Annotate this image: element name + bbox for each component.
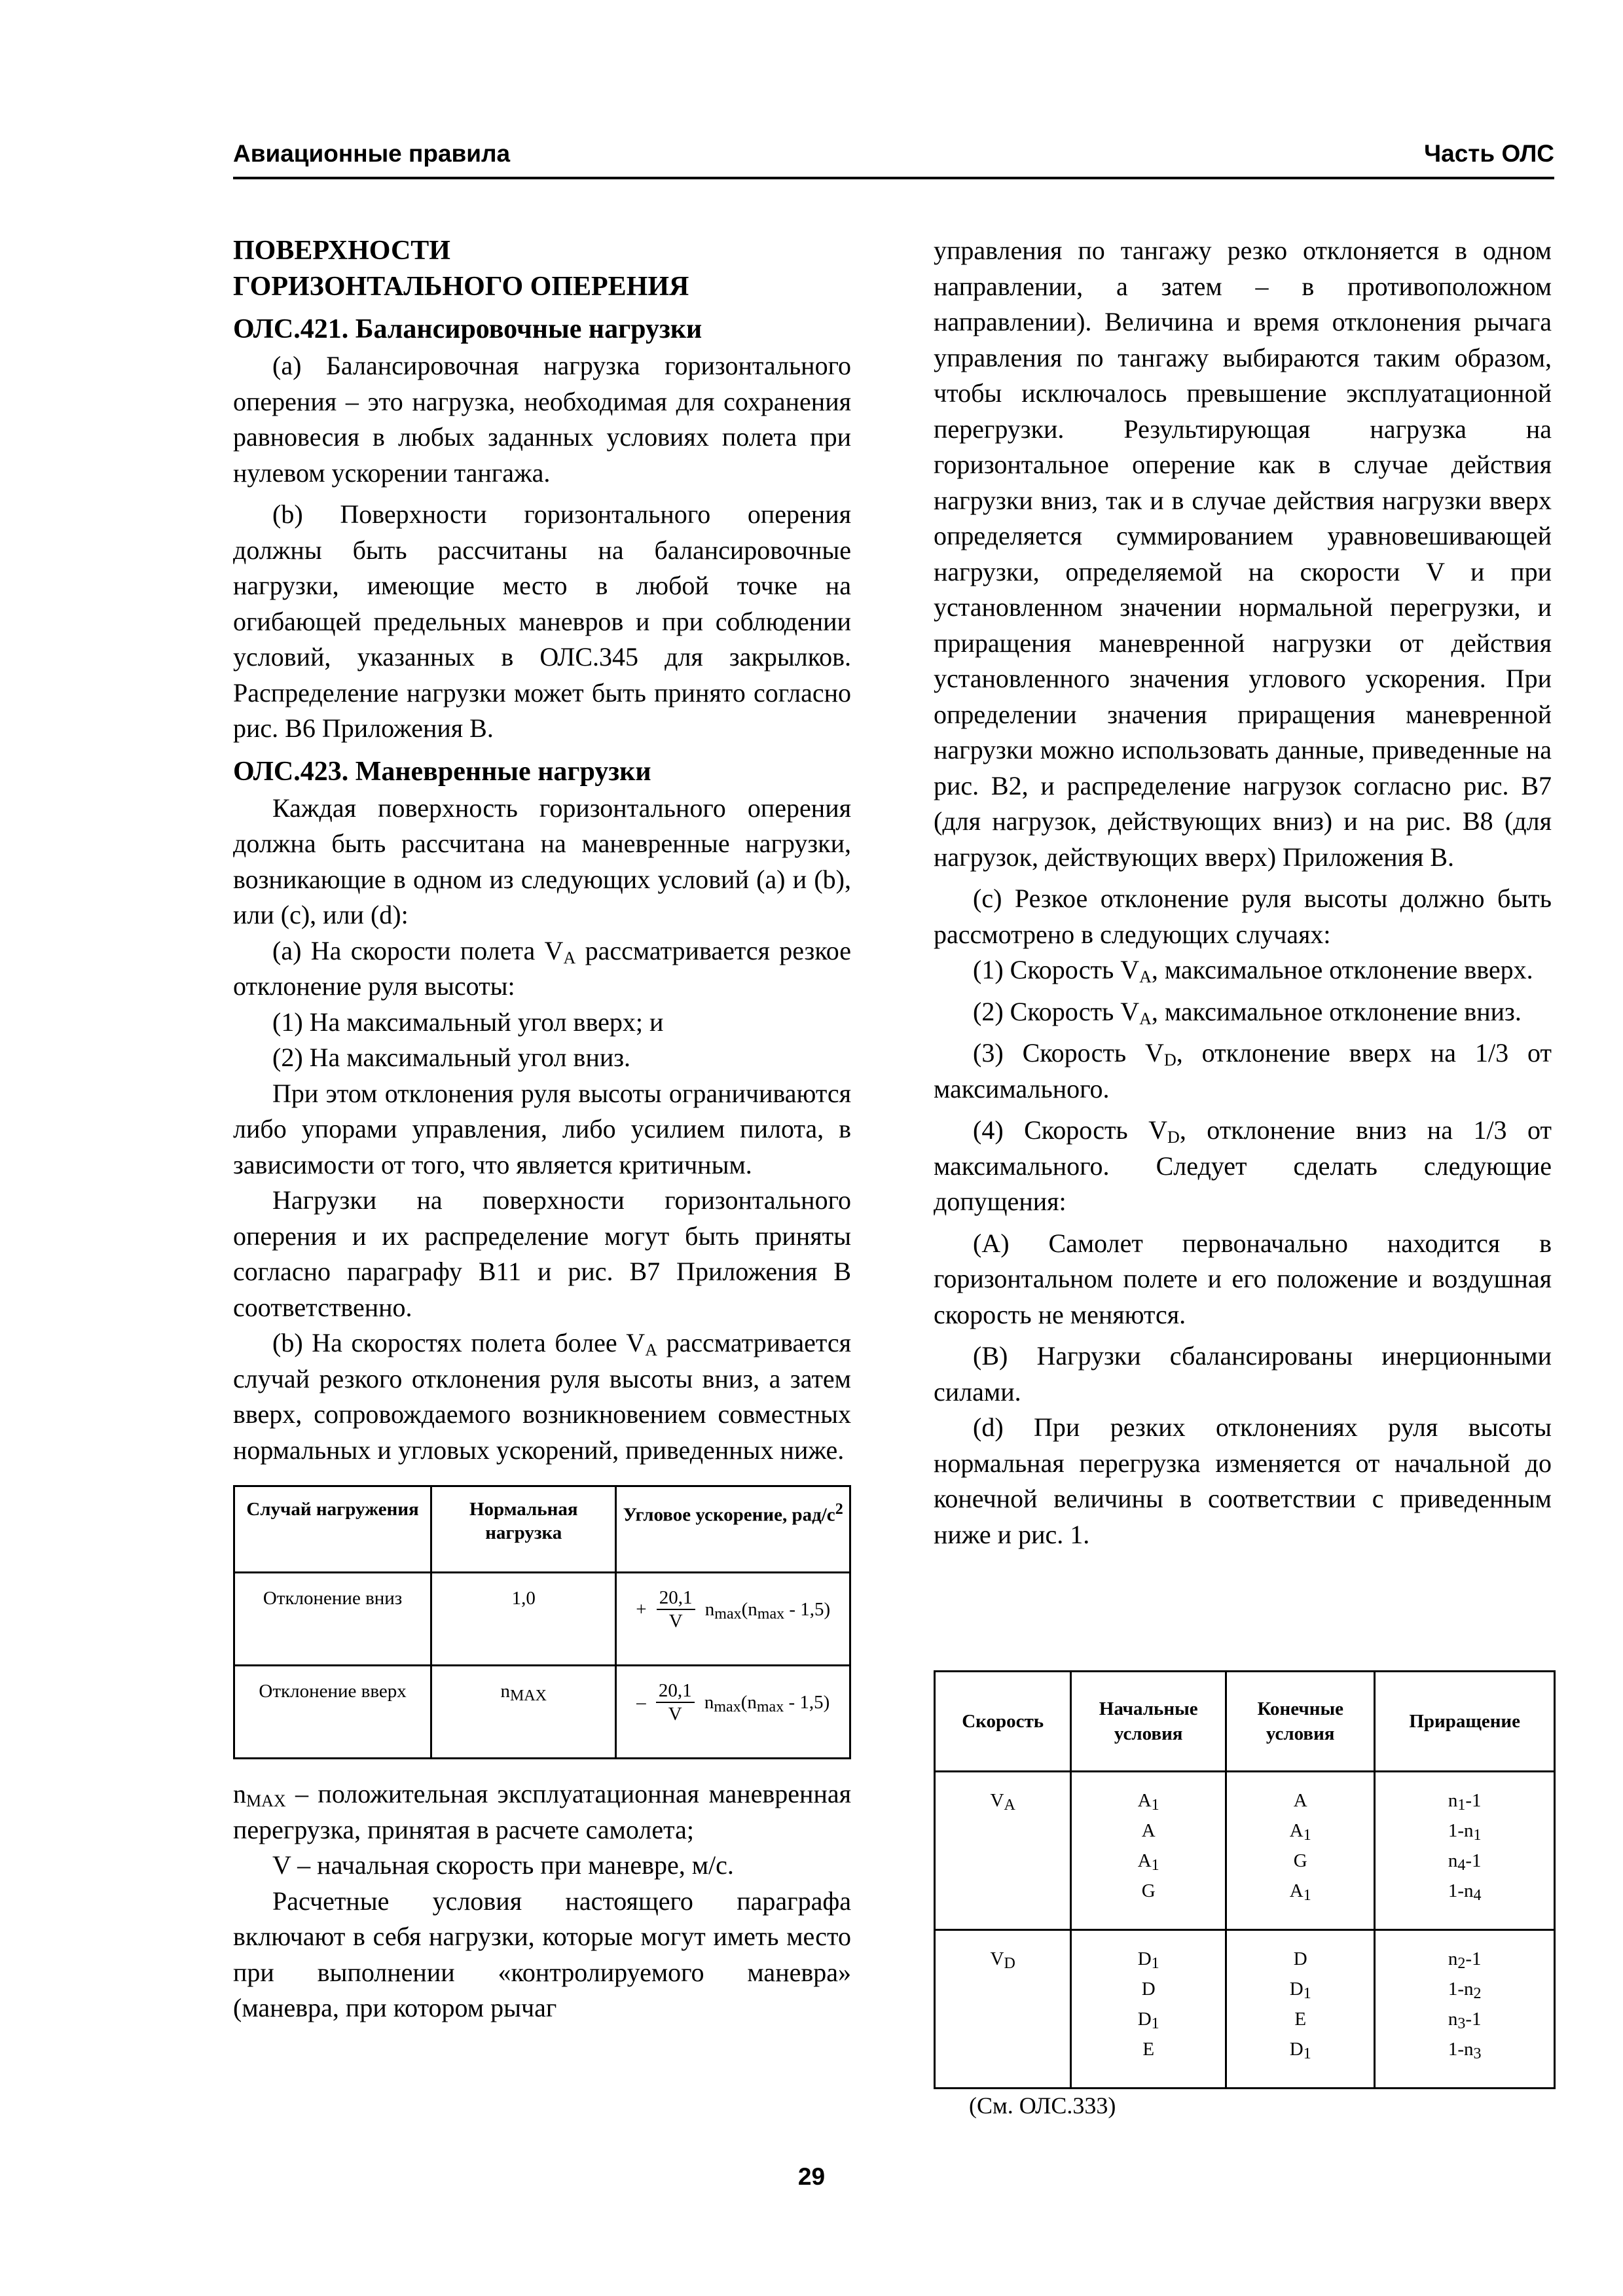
table-row: Отклонение вниз 1,0 + $\frac{20,1}{V}$ $n_{max}(n_{max} - 1,5)$ bbox=[234, 1573, 850, 1666]
paragraph-421b: (b) Поверхности горизонтального оперения должны быть рассчитаны на балансировочные нагрузки, имеющие место в любой точке на огибающей предельных маневров и при соблюдении условий, указанных в ОЛС.345 для закрылков. Распределение нагрузки может быть принято согласно рис. В6 Приложения В. bbox=[233, 499, 851, 743]
header-part: Часть ОЛС bbox=[1424, 140, 1554, 167]
paragraph-423a: (a) На скорости полета $V_A$ рассматривается резкое отклонение руля высоты: bbox=[233, 935, 851, 1001]
load-transition-table bbox=[934, 1670, 1556, 2089]
table-header: Конечные условия bbox=[1226, 1672, 1375, 1772]
table-row: $V_A$ $A_1$ A $A_1$ G A $A_1$ G $A_1$ $n_1-1$ $1-n_1$ $n_4-1$ $1-n_4$ bbox=[935, 1772, 1555, 1930]
paragraph-c: (c) Резкое отклонение руля высоты должно быть рассмотрено в следующих случаях: bbox=[934, 884, 1552, 949]
paragraph-423b: (b) На скоростях полета более $V_A$ рассматривается случай резкого отклонения руля высоты вниз, а затем вверх, сопровождаемого возникновением совместных нормальных и угловых ускорений, приведенных ниже. bbox=[233, 1328, 851, 1465]
header-title: Авиационные правила bbox=[233, 140, 511, 167]
acceleration-table bbox=[233, 1485, 851, 1759]
paragraph-423a1: (1) На максимальный угол вверх; и bbox=[272, 1007, 664, 1037]
table-header: Начальные условия bbox=[1071, 1672, 1226, 1772]
nmax-definition: $n_{MAX}$ – положительная эксплуатационная маневренная перегрузка, принятая в расчете самолета; bbox=[233, 1779, 851, 1844]
table-header: Приращение bbox=[1375, 1672, 1555, 1772]
section-title-line2: ГОРИЗОНТАЛЬНОГО ОПЕРЕНИЯ bbox=[233, 271, 689, 302]
paragraph-c3: (3) Скорость $V_D$, отклонение вверх на 1/3 от максимального. bbox=[934, 1038, 1552, 1103]
paragraph-423-distribution: Нагрузки на поверхности горизонтального оперения и их распределение могут быть приняты согласно параграфу В11 и рис. В7 Приложения В соответственно. bbox=[233, 1185, 851, 1322]
section-title-line1: ПОВЕРХНОСТИ bbox=[233, 236, 450, 266]
table-header: Угловое ускорение, рад/$с^2$ bbox=[616, 1486, 850, 1573]
v-definition: V – начальная скорость при маневре, м/с. bbox=[272, 1850, 734, 1880]
paragraph-B: (B) Нагрузки сбалансированы инерционными силами. bbox=[934, 1341, 1552, 1407]
see-reference: (См. ОЛС.333) bbox=[969, 2092, 1116, 2119]
paragraph-d: (d) При резких отклонениях руля высоты нормальная перегрузка изменяется от начальной до конечной величины в соответствии с приведенным ниже и рис. 1. bbox=[934, 1412, 1552, 1549]
table-row: $V_D$ $D_1$ D $D_1$ E D $D_1$ E $D_1$ $n_2-1$ $1-n_2$ $n_3-1$ $1-n_3$ bbox=[935, 1930, 1555, 2089]
heading-ols423: ОЛС.423. Маневренные нагрузки bbox=[233, 756, 651, 787]
table-header: Нормальная нагрузка bbox=[431, 1486, 616, 1573]
paragraph-423-intro: Каждая поверхность горизонтального оперения должна быть рассчитана на маневренные нагрузки, возникающие в одном из следующих условий (a) и (b), или (c), или (d): bbox=[233, 793, 851, 929]
paragraph-c1: (1) Скорость $V_A$, максимальное отклонение вверх. bbox=[973, 955, 1533, 986]
paragraph-calc: Расчетные условия настоящего параграфа включают в себя нагрузки, которые могут иметь место при выполнении «контролируемого маневра» (маневра, при котором рычаг bbox=[233, 1886, 851, 2022]
table-header: Скорость bbox=[935, 1672, 1071, 1772]
paragraph-c4: (4) Скорость $V_D$, отклонение вниз на 1/3 от максимального. Следует сделать следующие допущения: bbox=[934, 1115, 1552, 1216]
paragraph-423a2: (2) На максимальный угол вниз. bbox=[272, 1043, 631, 1072]
paragraph-A: (A) Самолет первоначально находится в горизонтальном полете и его положение и воздушная скорость не меняются. bbox=[934, 1228, 1552, 1329]
table-header: Случай нагружения bbox=[234, 1486, 431, 1573]
paragraph-421a: (a) Балансировочная нагрузка горизонтального оперения – это нагрузка, необходимая для сохранения равновесия в любых заданных условиях полета при нулевом ускорении тангажа. bbox=[233, 351, 851, 488]
left-column bbox=[233, 233, 851, 2026]
paragraph-c2: (2) Скорость $V_A$, максимальное отклонение вниз. bbox=[973, 996, 1522, 1028]
table-row: Отклонение вверх $n_{MAX}$ – $\frac{20,1}{V}$ $n_{max}(n_{max} - 1,5)$ bbox=[234, 1666, 850, 1759]
page-header bbox=[233, 135, 1554, 179]
heading-ols421: ОЛС.421. Балансировочные нагрузки bbox=[233, 314, 702, 344]
page-number: 29 bbox=[797, 2163, 826, 2190]
right-column bbox=[934, 233, 1552, 1552]
paragraph-423-limit: При этом отклонения руля высоты ограничиваются либо упорами управления, либо усилием пилота, в зависимости от того, что является критичным. bbox=[233, 1078, 851, 1179]
paragraph-continuation: управления по тангажу резко отклоняется в одном направлении, а затем – в противоположном направлении). Величина и время отклонения рычага управления по тангажу выбираются таким образом, чтобы исключалось превышение эксплуатационной перегрузки. Результирующая нагрузка на горизонтальное оперение как в случае действия нагрузки вниз, так и в случае действия нагрузки вверх определяется суммированием уравновешивающей нагрузки, определяемой на скорости V и при установленном значении нормальной перегрузки, и приращения маневренной нагрузки от действия установленного значения углового ускорения. При определении значения приращения маневренной нагрузки можно использовать данные, приведенные на рис. В2, и распределение нагрузок согласно рис. В7 (для нагрузок, действующих вниз) и на рис. В8 (для нагрузок, действующих вверх) Приложения В. bbox=[934, 236, 1552, 872]
